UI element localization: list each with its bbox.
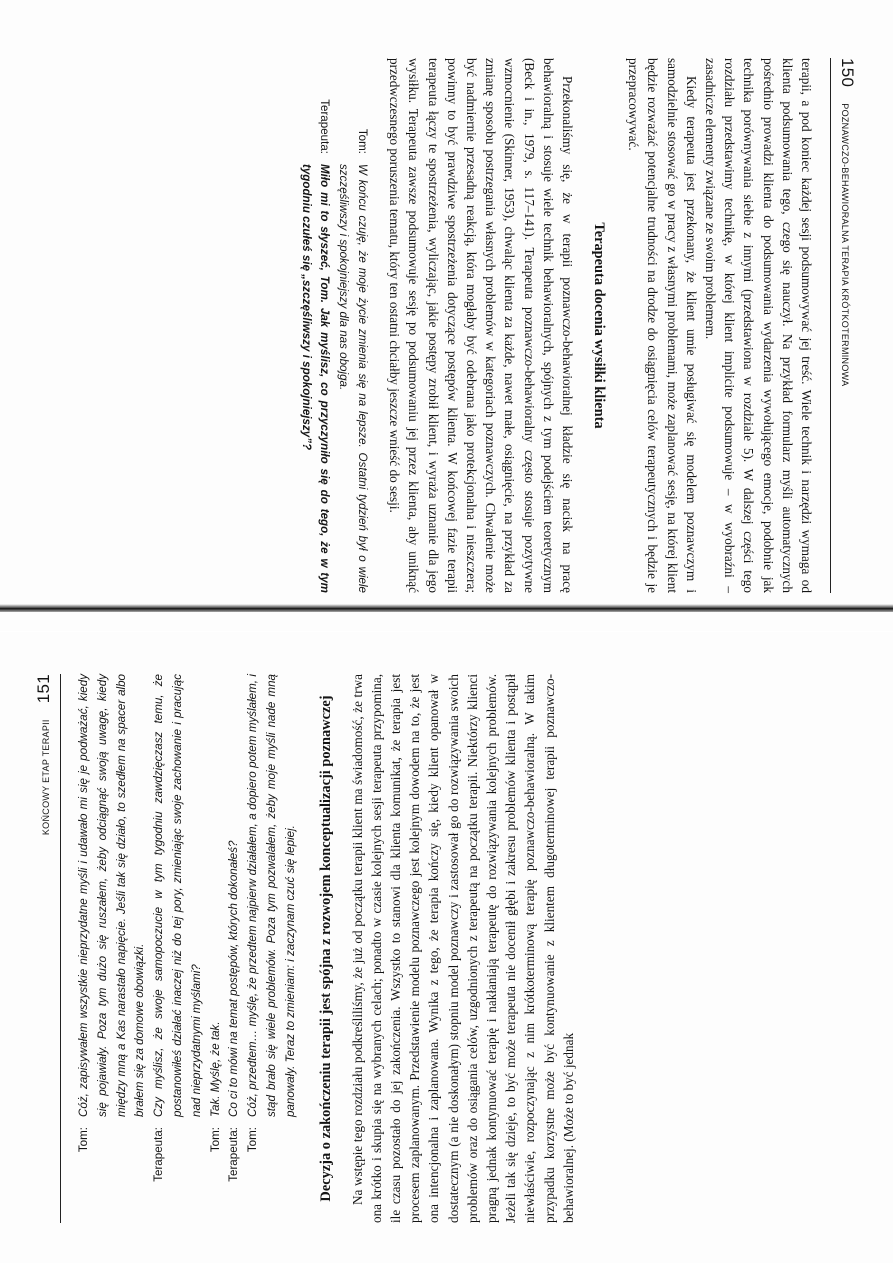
page-150-content xyxy=(0,0,893,631)
page-150 xyxy=(0,0,893,631)
dialogue-line xyxy=(75,674,150,1223)
speaker: Tom: xyxy=(355,128,369,154)
utterance: Co ci to mówi na temat postępów, których dokonałeś? xyxy=(227,840,241,1117)
paragraph: Na wstępie tego rozdziału podkreśliliśmy, że już od początku terapii klient ma świadomość, że trwa ona krótko i skupia się na wybranych celach; ponadto w czasie kolejnych sesji terapeuta przypomina, ile czasu pozostało do jej zakończenia. Wszystko to stanowi dla klienta komunikat, że terapia jest procesem zaplanowanym. Przedstawienie modelu poznawczego jest kolejnym dowodem na to, że jest ona intencjonalna i zaplanowana. Wynika z tego, że terapia kończy się, kiedy klient opanował w dostatecznym (a nie doskonałym) stopniu model poznawczy i zastosował go do rozwiązywania swoich problemów oraz do osiągania celów, uzgodnionych z terapeutą na początku terapii. Niektórzy klienci pragną jednak kontynuować terapię i nakłaniają terapeutę do rozwiązywania kolejnych problemów. Jeżeli tak się dzieje, to być może terapeuta nie docenił głębi i zakresu problemów klienta i postąpił niewłaściwie, rozpoczynając z nim krótkoterminową terapię poznawczo-behawioralną. W takim przypadku korzystne może być kontynuowanie z klientem długoterminowej terapii poznawczo-behawioralnej. (Może to być jednak xyxy=(349,674,576,1223)
book-spine-shadow xyxy=(0,604,893,612)
page-header xyxy=(830,58,857,593)
utterance: Cóż, przedtem… myślę, że przedtem najpierw działałem, a dopiero potem myślałem, i stąd brało się wiele problemów. Poza tym pozwalałem, żeby moje myśli nade mną panowały. Teraz to zmieniam: i zaczynam czuć się lepiej. xyxy=(246,674,297,1117)
dialogue-line xyxy=(244,674,300,1223)
section-heading: Terapeuta docenia wysiłki klienta xyxy=(590,222,607,429)
section-heading: Decyzja o zakończeniu terapii jest spójna z rozwojem konceptualizacji poznawczej xyxy=(317,695,334,1202)
dialogue-line xyxy=(333,58,371,593)
dialogue-line xyxy=(207,674,226,1223)
page-number: 151 xyxy=(34,674,53,704)
page-header xyxy=(34,674,61,1223)
speaker: Tom: xyxy=(246,1127,260,1153)
utterance: Czy myślisz, że swoje samopoczucie w tym tygodniu zawdzięczasz temu, że postanowiłeś działać inaczej niż do tej pory, zmieniając swoje zachowanie i pracując nad nieprzydatnymi myślami? xyxy=(152,674,203,1117)
running-head: POZNAWCZO-BEHAWIORALNA TERAPIA KRÓTKOTERMINOWA xyxy=(840,103,850,387)
speaker: Terapeuta: xyxy=(318,99,332,154)
speaker: Tom: xyxy=(77,1127,90,1153)
speaker: Tom: xyxy=(208,1127,222,1153)
speaker: Terapeuta: xyxy=(152,1127,166,1182)
paragraph: Przekonaliśmy się, że w terapii poznawczo-behawioralnej kładzie się nacisk na pracę behawioralną i stosuje wiele technik behawioralnych, spójnych z tym podejściem teoretycznym (Beck i in., 1979, s. 117–141). Terapeuta poznawczo-behawioralny często stosuje pozytywne wzmocnienie (Skinner, 1953), chwaląc klienta za każde, nawet małe, osiągnięcie, na przykład za zmianę sposobu postrzegania własnych problemów w kategoriach poznawczych. Chwalenie może być nadmiernie przesadną reakcją, która mogłaby być odebrana jako protekcjonalna i nieszczera; powinny to być prawdziwe spostrzeżenia dotyczące postępów klienta. W końcowej fazie terapii terapeuta łączy te spostrzeżenia, wyliczając, jakie postępy zrobił klient, i wyraża uznanie dla jego wysiłku. Terapeuta zawsze podsumowuje sesję po podsumowaniu jej przez klienta, aby uniknąć przedwczesnego poruszenia tematu, który ten ostatni chciałby jeszcze wnieść do sesji. xyxy=(387,58,575,593)
page-151 xyxy=(0,632,893,1263)
page-151-content xyxy=(0,632,893,1263)
dialogue-line xyxy=(296,58,334,593)
dialogue-line xyxy=(225,674,244,1223)
dialogue xyxy=(296,58,371,593)
dialogue-line xyxy=(150,674,206,1223)
page-number: 150 xyxy=(838,58,857,88)
speaker: Terapeuta: xyxy=(227,1127,241,1182)
utterance: Miło mi to słyszeć, Tom. Jak myślisz, co przyczyniło się do tego, że w tym tygodniu czułeś się „szczęśliwszy i spokojniejszy”? xyxy=(299,164,332,593)
paragraph: terapii, a pod koniec każdej sesji podsumowywać jej treść. Wiele technik i narzędzi wymaga od klienta podsumowania tego, czego się nauczył. Na przykład formularz myśli automatycznych pośrednio prowadzi klienta do podsumowania wydarzenia wywołującego emocje, podobnie jak technika porównywania siebie z innymi (przedstawiona w rozdziale 5). W dalszej części tego rozdziału przedstawimy technikę, w której klient implicite podsumowuje – w wyobraźni – zasadnicze elementy związane ze swoim problemem. xyxy=(702,58,814,593)
running-head: KOŃCOWY ETAP TERAPII xyxy=(41,719,51,836)
dialogue xyxy=(75,674,301,1223)
utterance: Cóż, zapisywałem wszystkie nieprzydatne myśli i udawało mi się je podważać, kiedy się pojawiały. Poza tym dużo się ruszałem, żeby odciągnąć swoją uwagę, kiedy między mną a Kas narastało napięcie. Jeśli tak się działo, to szedłem na spacer albo brałem się za domowe obowiązki. xyxy=(77,674,147,1117)
utterance: Tak. Myślę, że tak. xyxy=(208,1021,222,1117)
utterance: W końcu czuję, że moje życie zmienia się na lepsze. Ostatni tydzień był o wiele szczęśliwszy i spokojniejszy dla nas obojga. xyxy=(337,164,369,593)
paragraph: Kiedy terapeuta jest przekonany, że klient umie posługiwać się modelem poznawczym i samodzielnie stosować go w pracy z własnymi problemami, może zaplanować sesję, na której klient będzie rozważać potencjalne trudności na drodze do osiągnięcia celów terapeutycznych i będzie je przepracowywać. xyxy=(626,58,699,593)
